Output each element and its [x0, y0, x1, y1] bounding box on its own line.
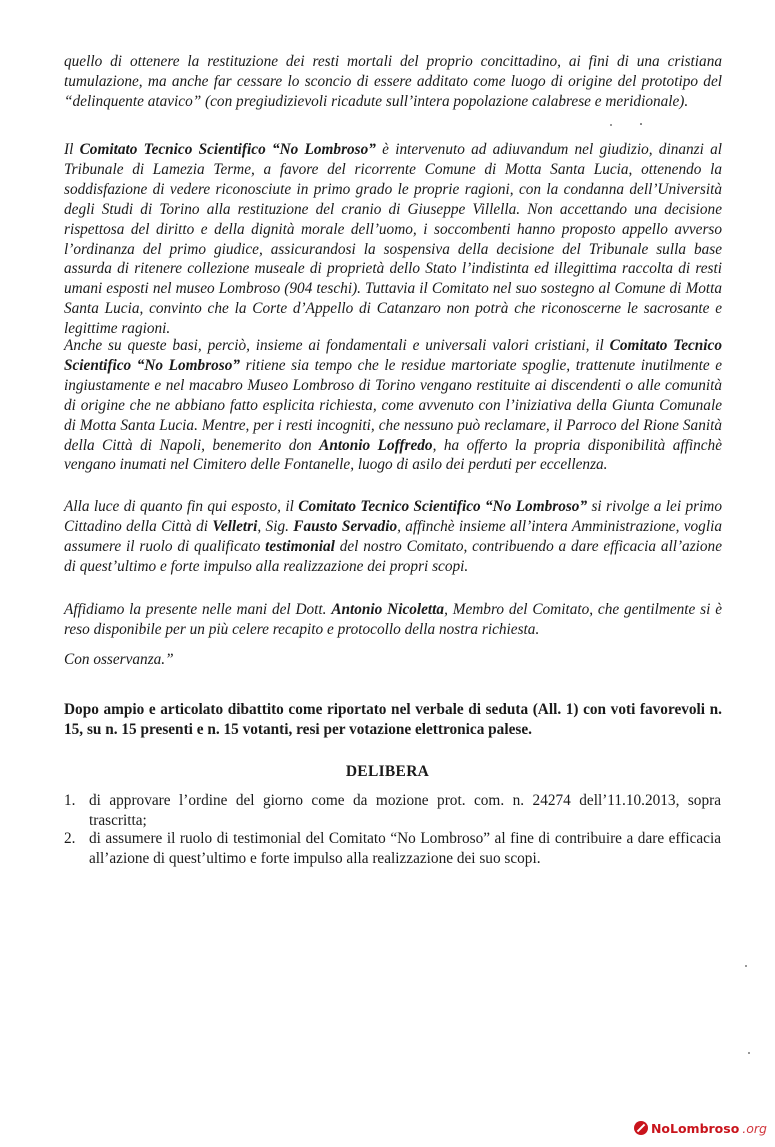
delegate-name: Antonio Nicoletta — [331, 601, 445, 618]
paragraph-3-rest: , ha offerto la propria disponibilità affinchè vengano inumati nel Cimitero delle Fontanelle, luogo di asilo dei perduti per eccellenza. — [64, 436, 722, 474]
decision-paragraph — [64, 700, 722, 739]
scan-speck — [640, 123, 642, 125]
paragraph-3-mid: ritiene sia tempo che le residue martoriate spoglie, trattenute inutilmente e ingiustamente e nel macabro Museo Lombroso di Torino vengano restituite ai discendenti o alle comunità di origine che ne abbiano fatto esplicita richiesta, come avvenuto con l’iniziativa della Giunta Comunale di Motta Santa Lucia. Mentre, per i resti incogniti, che nessuno può reclamare, il Parroco del Rione Sanità della Città di Napoli, benemerito don — [64, 356, 722, 454]
watermark-tld: .org — [742, 1120, 767, 1136]
scan-speck — [748, 1052, 750, 1054]
paragraph-3 — [64, 336, 722, 475]
closing-salutation — [64, 650, 722, 670]
paragraph-1 — [64, 52, 722, 112]
closing-text: Con osservanza.” — [64, 651, 174, 668]
item-number: 1. — [64, 792, 76, 809]
delibera-heading: DELIBERA — [345, 763, 430, 780]
item-number: 2. — [64, 830, 76, 847]
committee-name: Comitato Tecnico Scientifico “No Lombroso” — [64, 337, 722, 374]
paragraph-4-rest: del nostro Comitato, contribuendo a dare efficacia all’azione di quest’ultimo e forte impulso alla realizzazione dei propri scopi. — [64, 537, 722, 575]
scan-speck — [610, 124, 612, 126]
item-text: di approvare l’ordine del giorno come da mozione prot. com. n. 24274 dell’11.10.2013, sopra trascritta; — [89, 792, 721, 829]
paragraph-4-mid2: , Sig. — [257, 517, 294, 535]
paragraph-5-pre: Affidiamo la presente nelle mani del Dott. — [64, 601, 332, 618]
paragraph-5 — [64, 600, 722, 640]
paragraph-4-mid1: si rivolge a lei primo Cittadino della Città di — [64, 498, 722, 535]
paragraph-3-pre: Anche su queste basi, perciò, insieme ai fondamentali e universali valori cristiani, il — [64, 337, 610, 354]
paragraph-2 — [64, 140, 722, 339]
paragraph-1-text: quello di ottenere la restituzione dei resti mortali del proprio concittadino, ai fini di una cristiana tumulazione, ma anche far cessare lo sconcio di essere additato come luogo di origine del prototipo del “delinquente atavico” (con pregiudizievoli ricadute sull’intera popolazione calabrese e meridionale). — [64, 53, 722, 110]
site-watermark — [634, 1119, 767, 1137]
decision-text: Dopo ampio e articolato dibattito come riportato nel verbale di seduta (All. 1) con voti favorevoli n. 15, su n. 15 presenti e n. 15 votanti, resi per votazione elettronica palese. — [64, 701, 722, 738]
committee-name: Comitato Tecnico Scientifico “No Lombroso” — [298, 498, 588, 515]
paragraph-2-rest: è intervenuto ad adiuvandum nel giudizio, dinanzi al Tribunale di Lamezia Terme, a favore del ricorrente Comune di Motta Santa Lucia, ottenendo la soddisfazione di vedere riconosciute in primo grado le proprie ragioni, con la condanna dell’Università degli Studi di Torino alla restituzione del cranio di Giuseppe Villella. Non accettando una decisione rispettosa del diritto e della dignità morale dell’uomo, i soccombenti hanno proposto appello avverso l’ordinanza del primo giudice, assicurandosi la sospensiva della decisione del Tribunale sulla base assurda di ritenere collezione museale di proprietà dello Stato l’indistinta ed illegittima raccolta di resti umani esposti nel museo Lombroso (904 teschi). Tuttavia il Comitato nel suo sostegno al Comune di Motta Santa Lucia, convinto che la Corte d’Appello di Catanzaro non potrà che riconoscerne le sacrosante e legittime ragioni. — [64, 141, 722, 338]
paragraph-4-mid3: , affinchè insieme all’intera Amministrazione, voglia assumere il ruolo di qualificato — [64, 517, 722, 555]
item-text: di assumere il ruolo di testimonial del Comitato “No Lombroso” al fine di contribuire a dare efficacia all’azione di quest’ultimo e forte impulso alla realizzazione dei suo scopi. — [89, 830, 721, 867]
paragraph-2-pre: Il — [64, 141, 80, 158]
no-sign-icon — [634, 1121, 648, 1135]
paragraph-5-rest: , Membro del Comitato, che gentilmente si è reso disponibile per un più celere recapito e protocollo della nostra richiesta. — [64, 601, 722, 638]
paragraph-4 — [64, 497, 722, 577]
watermark-name: NoLombroso — [650, 1120, 740, 1136]
committee-name: Comitato Tecnico Scientifico “No Lombroso” — [79, 141, 376, 158]
paragraph-4-pre: Alla luce di quanto fin qui esposto, il — [64, 498, 299, 515]
testimonial-word: testimonial — [265, 537, 335, 555]
scan-speck — [745, 965, 747, 967]
city-name: Velletri — [212, 517, 258, 535]
priest-name: Antonio Loffredo — [319, 436, 433, 454]
mayor-name: Fausto Servadio — [293, 517, 398, 535]
